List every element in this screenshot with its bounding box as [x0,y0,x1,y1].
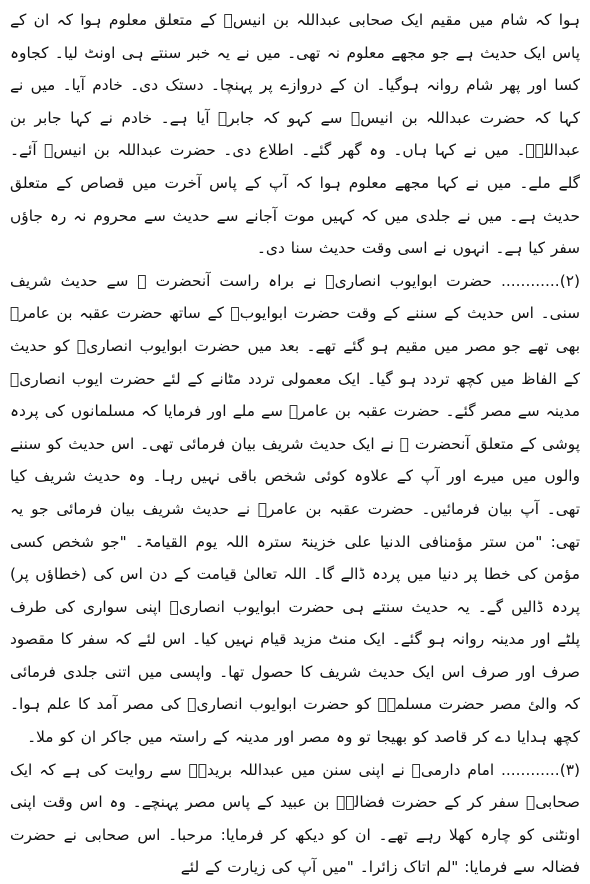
paragraph-abu-ayyub: (۲)............ حضرت ابوایوب انصاریؓ نے براہ راست آنحضرت ﷺ سے حدیث شریف سنی۔ اس حدیث کے سننے کے وقت حضرت ابوایوبؓ کے ساتھ حضرت عقبہ بن عامرؓ بھی تھے جو مصر میں مقیم ہو گئے تھے۔ بعد میں حضرت ابوایوب انصاریؓ کو حدیث کے الفاظ میں کچھ تردد ہو گیا۔ ایک معمولی تردد مٹانے کے لئے حضرت ایوب انصاریؓ مدینہ سے مصر گئے۔ حضرت عقبہ بن عامرؓ سے ملے اور فرمایا کہ مسلمانوں کی پردہ پوشی کے متعلق آنحضرت ﷺ نے ایک حدیث شریف بیان فرمائی تھی۔ اس حدیث کو سننے والوں میں میرے اور آپ کے علاوہ کوئی شخص باقی نہیں رہا۔ وہ حدیث شریف کیا تھی۔ آپ بیان فرمائیں۔ حضرت عقبہ بن عامرؓ نے حدیث شریف بیان فرمائی جو یہ تھی: "من ستر مؤمنافی الدنیا علی خزینۃ سترہ اللہ یوم القیامۃ۔ "جو شخص کسی مؤمن کی خطا پر دنیا میں پردہ ڈالے گا۔ اللہ تعالیٰ قیامت کے دن اس کی (خطاؤں پر) پردہ ڈالیں گے۔ یہ حدیث سنتے ہی حضرت ابوایوب انصاریؓ اپنی سواری کی طرف پلٹے اور مدینہ روانہ ہو گئے۔ ایک منٹ مزید قیام نہیں کیا۔ اس لئے کہ سفر کا مقصود صرف اور صرف اس ایک حدیث شریف کا حصول تھا۔ واپسی میں اتنی جلدی فرمائی کہ والئ مصر حضرت مسلمہؓ کو حضرت ابوایوب انصاریؓ کی مصر آمد کا علم ہوا۔ کچھ ہدایا دے کر قاصد کو بھیجا تو وہ مصر اور مدینہ کے راستہ میں جاکر ان کو ملا۔ [10,271,580,747]
paragraph-darimi: (۳)............ امام دارمیؒ نے اپنی سنن میں عبداللہ بریدہؒ سے روایت کی ہے کہ ایک صحابیؓ سفر کر کے حضرت فضالہؓ بن عبید کے پاس مصر پہنچے۔ وہ اس وقت اپنی اونٹنی کو چارہ کھلا رہے تھے۔ ان کو دیکھ کر فرمایا: مرحبا۔ اس صحابی نے حضرت فضالہ سے فرمایا: "لم اتاک زائرا۔ "میں آپ کی زیارت کے لئے [10,760,580,877]
paragraph-jabir-journey: ہوا کہ شام میں مقیم ایک صحابی عبداللہ بن انیسؓ کے متعلق معلوم ہوا کہ ان کے پاس ایک حدیث ہے جو مجھے معلوم نہ تھی۔ میں نے یہ خبر سنتے ہی اونٹ لیا۔ کجاوہ کسا اور پھر شام روانہ ہوگیا۔ ان کے دروازے پر پہنچا۔ دستک دی۔ خادم آیا۔ میں نے کہا کہ حضرت عبداللہ بن انیسؓ سے کہو کہ جابرؓ آیا ہے۔ خادم نے کہا جابر بن عبداللہؓ۔ میں نے کہا ہاں۔ وہ گھر گئے۔ اطلاع دی۔ حضرت عبداللہ بن انیسؓ آئے۔ گلے ملے۔ میں نے کہا مجھے معلوم ہوا کہ آپ کے پاس آخرت میں قصاص کے متعلق حدیث ہے۔ میں نے جلدی میں کہ کہیں موت آجانے سے حدیث سے محروم نہ رہ جاؤں سفر کیا ہے۔ انہوں نے اسی وقت حدیث سنا دی۔ [10,11,580,258]
